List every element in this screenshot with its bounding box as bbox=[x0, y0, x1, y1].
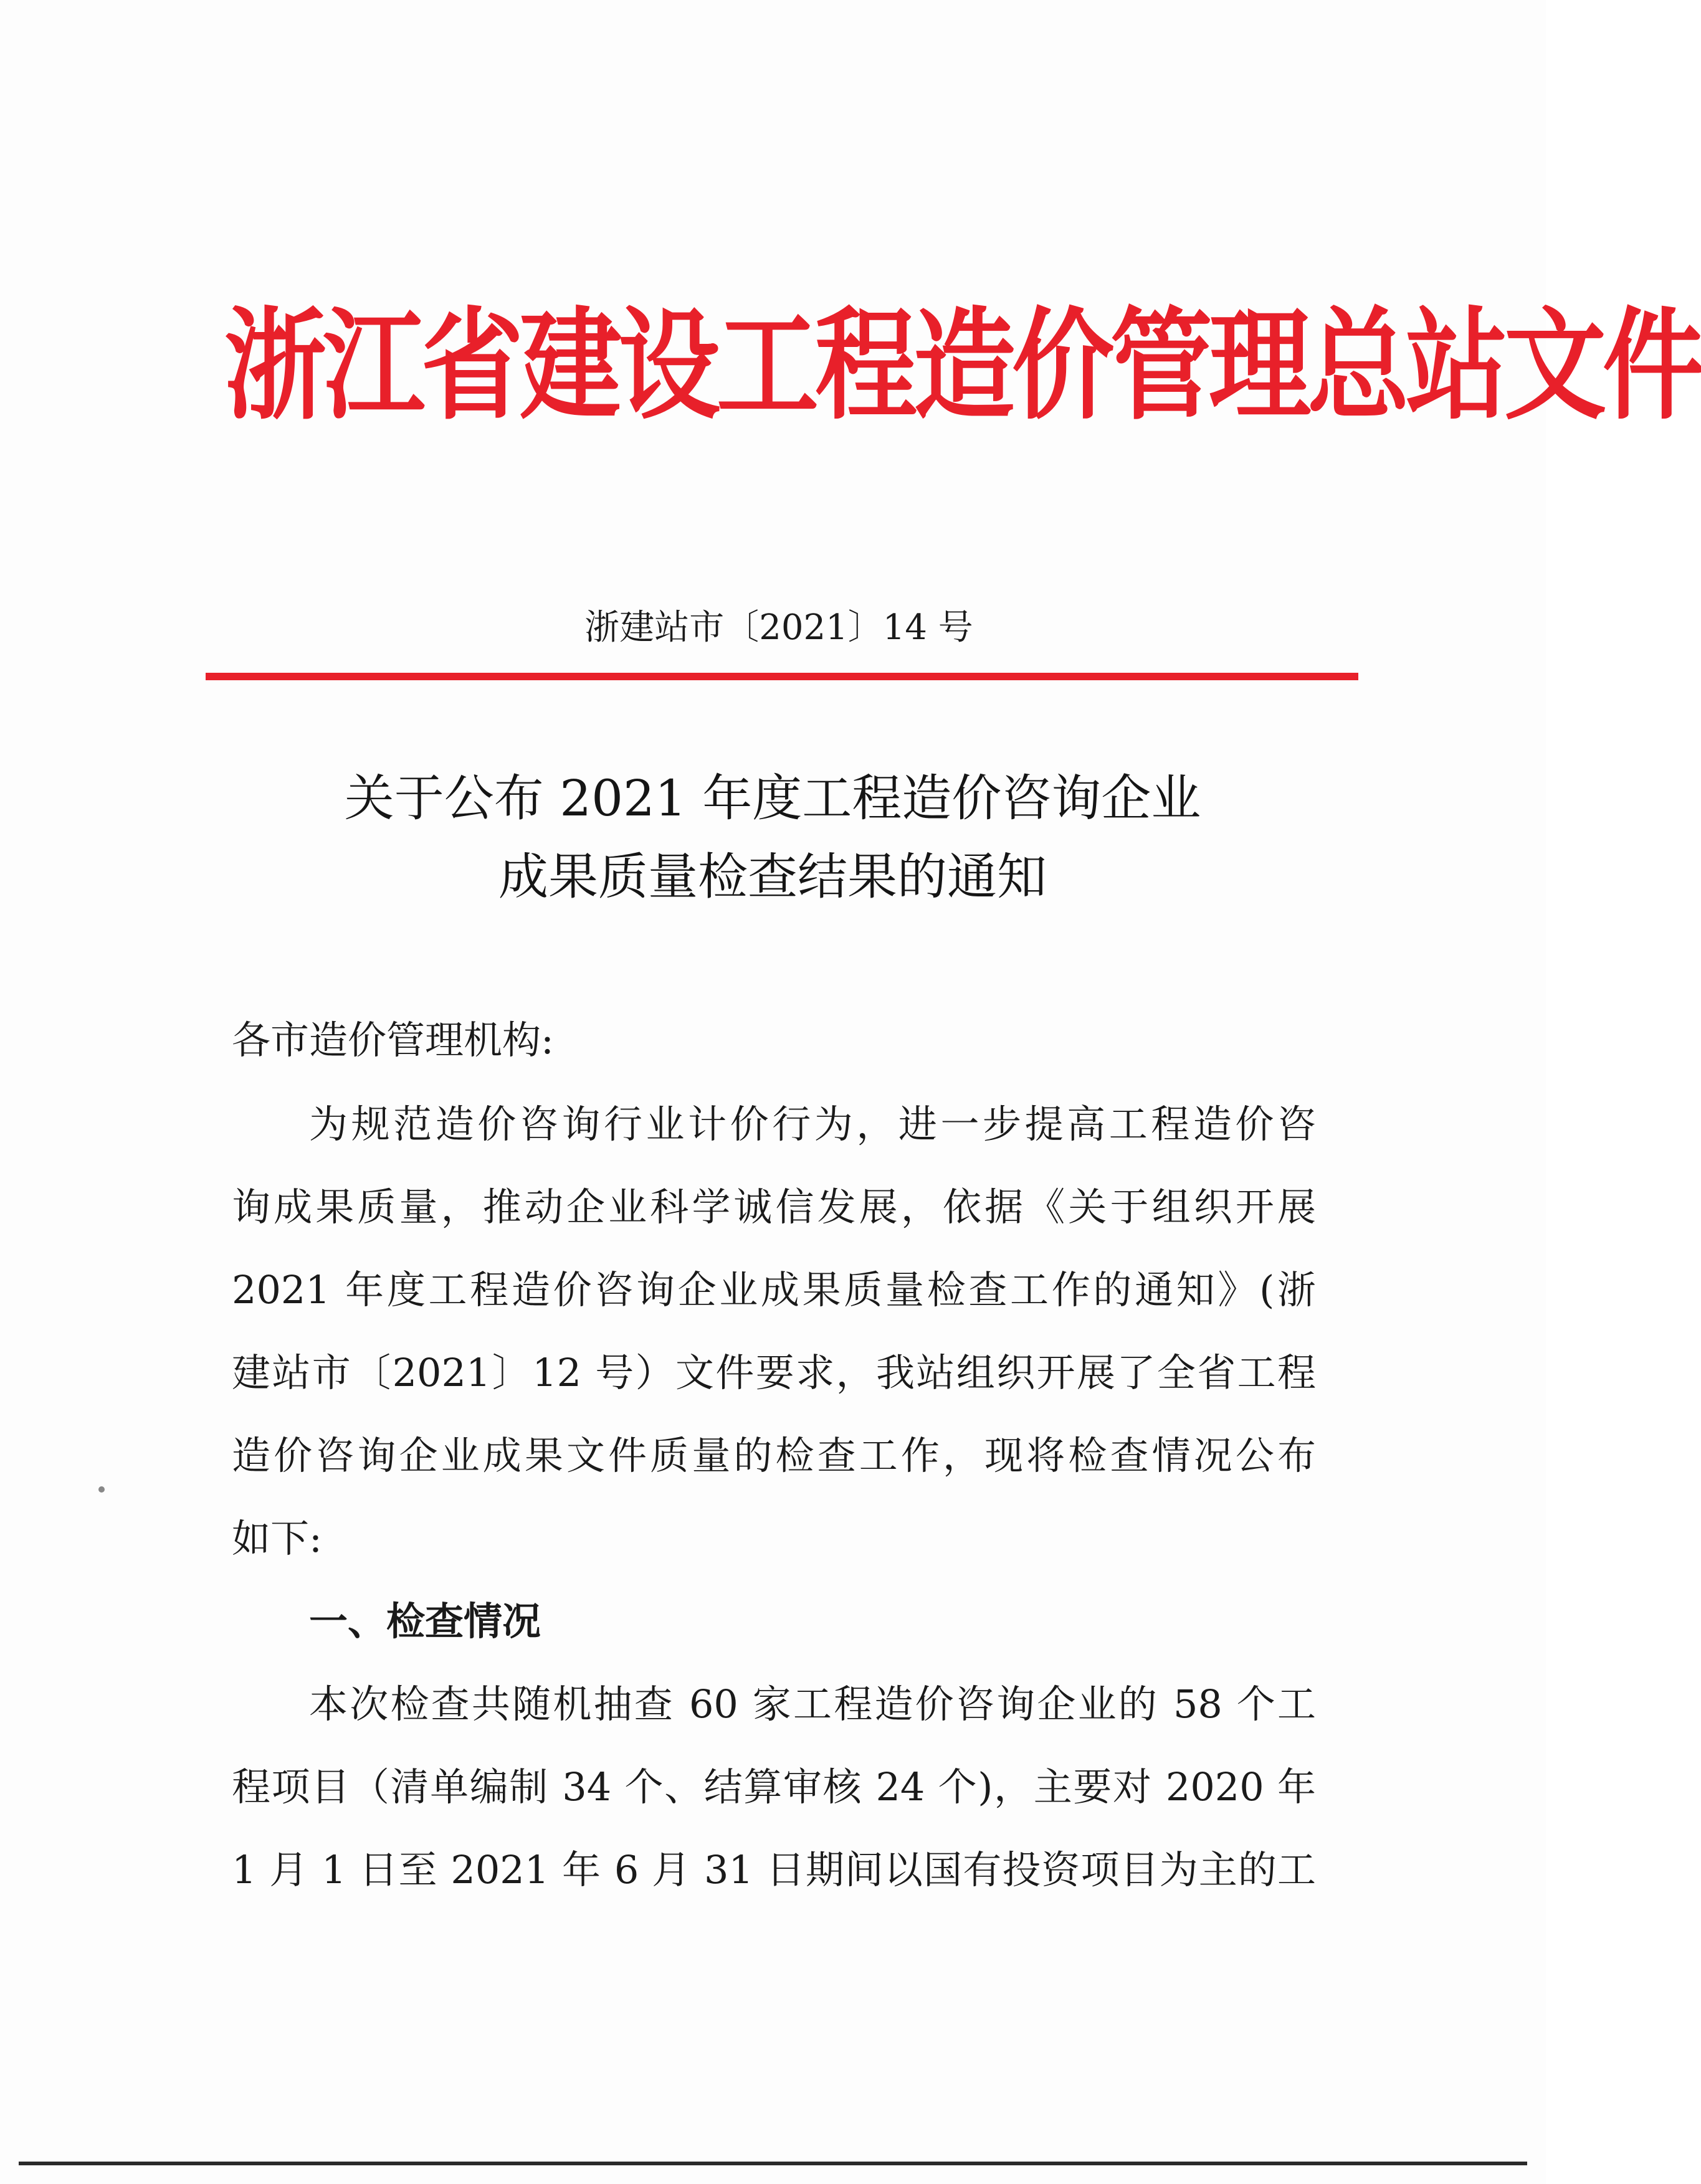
document-title-line-2: 成果质量检查结果的通知 bbox=[498, 848, 1047, 906]
paragraph-1-line: 造价咨询企业成果文件质量的检查工作，现将检查情况公布 bbox=[232, 1433, 1316, 1478]
section-heading: 一、检查情况 bbox=[309, 1598, 541, 1644]
document-title-line-1: 关于公布 2021 年度工程造价咨询企业 bbox=[344, 769, 1201, 827]
paragraph-2-line: 本次检查共随机抽查 60 家工程造价咨询企业的 58 个工 bbox=[309, 1681, 1316, 1727]
paragraph-1-line: 如下: bbox=[232, 1516, 322, 1561]
document-number: 浙建站市〔2021〕14 号 bbox=[584, 607, 973, 648]
paragraph-1-line: 为规范造价咨询行业计价行为，进一步提高工程造价咨 bbox=[309, 1101, 1316, 1147]
paragraph-2-line: 1 月 1 日至 2021 年 6 月 31 日期间以国有投资项目为主的工 bbox=[232, 1847, 1316, 1892]
red-divider-line bbox=[206, 673, 1358, 680]
paragraph-2-line: 程项目（清单编制 34 个、结算审核 24 个)，主要对 2020 年 bbox=[232, 1764, 1316, 1810]
scan-bottom-edge bbox=[19, 2162, 1527, 2165]
paragraph-1-line: 建站市〔2021〕12 号）文件要求，我站组织开展了全省工程 bbox=[232, 1350, 1316, 1395]
paragraph-1-line: 2021 年度工程造价咨询企业成果质量检查工作的通知》(浙 bbox=[232, 1267, 1316, 1313]
salutation: 各市造价管理机构: bbox=[232, 1017, 554, 1063]
paragraph-1-line: 询成果质量，推动企业科学诚信发展，依据《关于组织开展 bbox=[232, 1184, 1316, 1230]
red-header-title: 浙江省建设工程造价管理总站文件 bbox=[224, 295, 1701, 437]
scan-speck bbox=[98, 1486, 105, 1493]
